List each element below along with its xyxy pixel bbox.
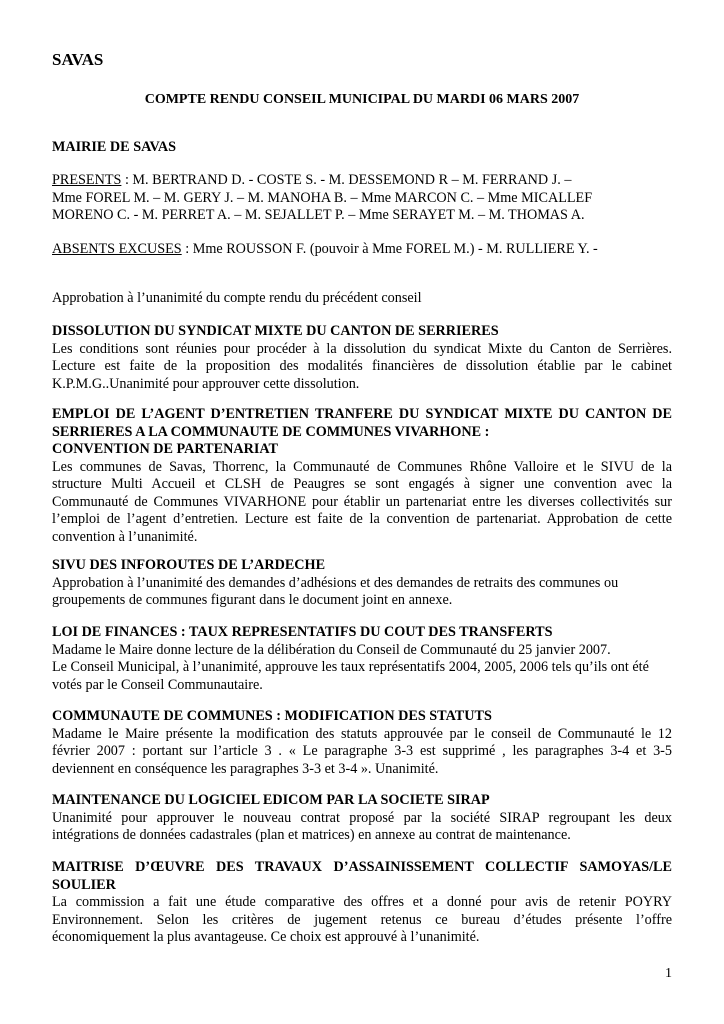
- absents-block: [52, 241, 672, 259]
- presents-block: [52, 172, 672, 225]
- paragraph-line: Madame le Maire donne lecture de la délibération du Conseil de Communauté du 25 janvier 2007.: [52, 641, 611, 658]
- section-maintenance-logiciel: [52, 792, 672, 845]
- paragraph-line: structure Multi Accueil et CLSH de Peaugres se sont engagés à signer une convention avec la: [52, 476, 672, 492]
- paragraph-line: février 2007 : portant sur l’article 3 . « Le paragraphe 3-3 est supprimé , les paragraphes 3-4 et 3-5: [52, 743, 672, 759]
- paragraph-line: Les conditions sont réunies pour procéder à la dissolution du syndicat Mixte du Canton de Serrières.: [52, 340, 672, 357]
- section-heading: MAITRISE D’ŒUVRE DES TRAVAUX D’ASSAINISSEMENT COLLECTIF SAMOYAS/LE: [52, 859, 672, 875]
- section-sivu-inforoutes: [52, 557, 672, 610]
- mairie-heading: MAIRIE DE SAVAS: [52, 139, 177, 155]
- paragraph-line: Lecture est faite de la proposition des modalités financières de dissolution établie par le cabinet: [52, 358, 672, 374]
- paragraph-line: intégrations de données cadastrales (plan et matrices) en annexe au contrat de maintenance.: [52, 827, 571, 843]
- commune-name: SAVAS: [52, 50, 104, 69]
- section-maitrise-oeuvre: [52, 859, 672, 947]
- section-loi-finances: [52, 624, 672, 694]
- section-heading: SOULIER: [52, 876, 116, 893]
- paragraph-line: Environnement. Selon les critères de jugement retenus ce bureau d’études présente l’offre: [52, 911, 672, 928]
- absents-text: : Mme ROUSSON F. (pouvoir à Mme FOREL M.) - M. RULLIERE Y. -: [181, 241, 598, 257]
- absents-label: ABSENTS EXCUSES: [52, 241, 182, 257]
- presents-label: PRESENTS: [52, 172, 122, 188]
- section-heading: SERRIERES A LA COMMUNAUTE DE COMMUNES VIVARHONE :: [52, 423, 490, 440]
- page-number: 1: [665, 966, 672, 981]
- paragraph-line: votés par le Conseil Communautaire.: [52, 676, 263, 693]
- section-heading: COMMUNAUTE DE COMMUNES : MODIFICATION DES STATUTS: [52, 708, 492, 724]
- paragraph-line: Le Conseil Municipal, à l’unanimité, approuve les taux représentatifs 2004, 2005, 2006 tels qu’ils ont été: [52, 659, 649, 675]
- section-heading: CONVENTION DE PARTENARIAT: [52, 441, 278, 457]
- section-heading: MAINTENANCE DU LOGICIEL EDICOM PAR LA SOCIETE SIRAP: [52, 792, 490, 808]
- paragraph-line: K.P.M.G..Unanimité pour approuver cette dissolution.: [52, 375, 360, 392]
- section-heading: SIVU DES INFOROUTES DE L’ARDECHE: [52, 557, 326, 573]
- document-title: COMPTE RENDU CONSEIL MUNICIPAL DU MARDI 06 MARS 2007: [144, 92, 580, 107]
- paragraph-line: Madame le Maire présente la modification des statuts approuvée par le conseil de Communauté le 12: [52, 725, 672, 742]
- paragraph-line: l’emploi de l’agent d’entretien. Lecture est faite de la convention de partenariat. Approbation de cette: [52, 511, 672, 527]
- section-heading: LOI DE FINANCES : TAUX REPRESENTATIFS DU COUT DES TRANSFERTS: [52, 624, 553, 640]
- paragraph-line: La commission a fait une étude comparative des offres et a donné pour avis de retenir POYRY: [52, 894, 672, 910]
- section-emploi-agent: [52, 406, 672, 546]
- paragraph-line: deviennent en conséquence les paragraphes 3-3 et 3-4 ». Unanimité.: [52, 760, 439, 777]
- section-heading: DISSOLUTION DU SYNDICAT MIXTE DU CANTON DE SERRIERES: [52, 323, 499, 339]
- section-dissolution: [52, 323, 672, 393]
- paragraph-line: économiquement la plus avantageuse. Ce choix est approuvé à l’unanimité.: [52, 929, 480, 945]
- paragraph-line: Unanimité pour approuver le nouveau contrat proposé par la société SIRAP regroupant les deux: [52, 809, 672, 826]
- section-modification-statuts: [52, 708, 672, 778]
- section-heading: EMPLOI DE L’AGENT D’ENTRETIEN TRANFERE DU SYNDICAT MIXTE DU CANTON DE: [52, 406, 672, 422]
- paragraph-line: convention à l’unanimité.: [52, 528, 198, 545]
- approbation-text: Approbation à l’unanimité du compte rendu du précédent conseil: [52, 290, 422, 306]
- paragraph-line: Communauté de Communes VIVARHONE pour établir un partenariat entre les diverses collectivités sur: [52, 493, 672, 510]
- paragraph-line: Les communes de Savas, Thorrenc, la Communauté de Communes Rhône Valloire et le SIVU de la: [52, 458, 672, 475]
- paragraph-line: Approbation à l’unanimité des demandes d’adhésions et des demandes de retraits des communes ou: [52, 574, 619, 591]
- presents-line: MORENO C. - M. PERRET A. – M. SEJALLET P. – Mme SERAYET M. – M. THOMAS A.: [52, 207, 585, 223]
- presents-line: Mme FOREL M. – M. GERY J. – M. MANOHA B. – Mme MARCON C. – Mme MICALLEF: [52, 189, 593, 206]
- presents-line: : M. BERTRAND D. - COSTE S. - M. DESSEMOND R – M. FERRAND J. –: [121, 172, 572, 188]
- paragraph-line: groupements de communes figurant dans le document joint en annexe.: [52, 592, 453, 608]
